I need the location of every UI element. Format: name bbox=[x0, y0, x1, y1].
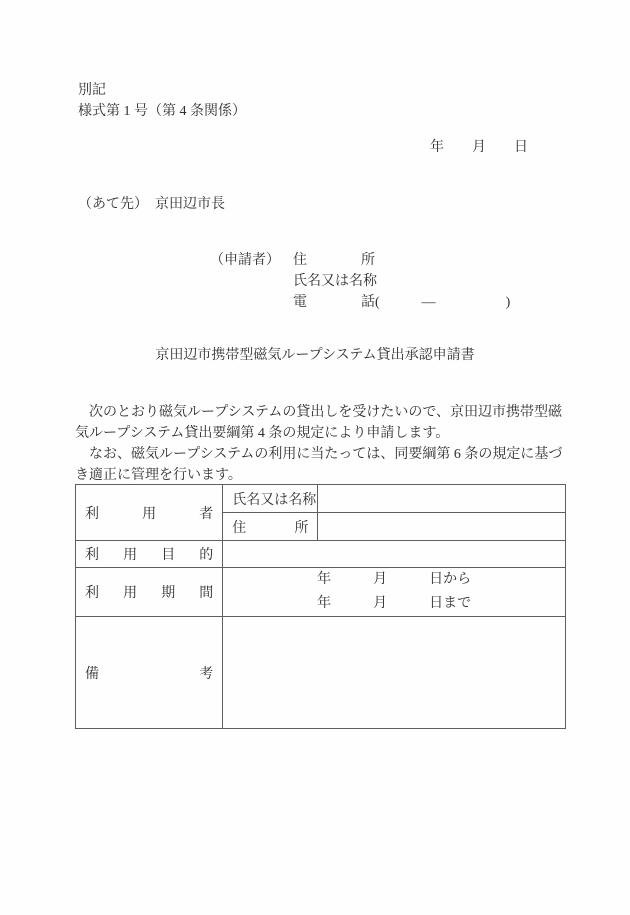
body-line: 気ループシステム貸出要綱第 4 条の規定により申請します。 bbox=[75, 426, 450, 441]
remarks-value-cell bbox=[223, 617, 566, 729]
user-label: 利 用 者 bbox=[85, 506, 214, 522]
name-label-cell bbox=[223, 485, 318, 513]
period-from-line: 年 月 日から bbox=[317, 572, 472, 587]
purpose-value-cell bbox=[223, 541, 566, 568]
period-value-cell bbox=[223, 568, 566, 617]
body-line: き適正に管理を行います。 bbox=[75, 468, 242, 483]
remarks-label: 備 考 bbox=[85, 666, 214, 682]
body-paragraph bbox=[75, 402, 567, 486]
attachment-note: 別記 bbox=[78, 83, 106, 98]
table-row bbox=[76, 541, 566, 568]
application-table bbox=[75, 484, 566, 729]
form-number: 様式第 1 号（第 4 条関係） bbox=[78, 104, 246, 119]
applicant-label: （申請者） bbox=[210, 253, 280, 268]
address-label: 住 所 bbox=[232, 520, 309, 536]
address-label-cell bbox=[223, 513, 318, 541]
body-line: なお、磁気ループシステムの利用に当たっては、同要綱第 6 条の規定に基づ bbox=[75, 447, 563, 462]
table-row bbox=[76, 485, 566, 513]
user-label-cell bbox=[76, 485, 223, 541]
period-to-line: 年 月 日まで bbox=[317, 596, 472, 611]
address-value-cell bbox=[318, 513, 566, 541]
date-line: 年 月 日 bbox=[430, 140, 528, 155]
remarks-label-cell bbox=[76, 617, 223, 729]
applicant-name-label: 氏名又は名称 bbox=[293, 274, 377, 289]
body-line: 次のとおり磁気ループシステムの貸出しを受けたいので、京田辺市携帯型磁 bbox=[75, 405, 563, 420]
name-label: 氏 名 又 は 名 称 bbox=[232, 492, 317, 508]
period-label-cell bbox=[76, 568, 223, 617]
applicant-phone-value: ( ― ) bbox=[375, 295, 511, 310]
table-row bbox=[76, 568, 566, 617]
applicant-phone-line bbox=[293, 294, 510, 312]
purpose-label-cell bbox=[76, 541, 223, 568]
addressee: （あて先） 京田辺市長 bbox=[78, 197, 225, 212]
applicant-address-label: 住 所 bbox=[293, 253, 375, 268]
purpose-label: 利 用 目 的 bbox=[85, 548, 214, 563]
applicant-phone-label: 電 話 bbox=[293, 295, 375, 310]
name-value-cell bbox=[318, 485, 566, 513]
table-row bbox=[76, 617, 566, 729]
form-title: 京田辺市携帯型磁気ループシステム貸出承認申請書 bbox=[155, 348, 475, 363]
period-label: 利 用 期 間 bbox=[85, 586, 214, 601]
